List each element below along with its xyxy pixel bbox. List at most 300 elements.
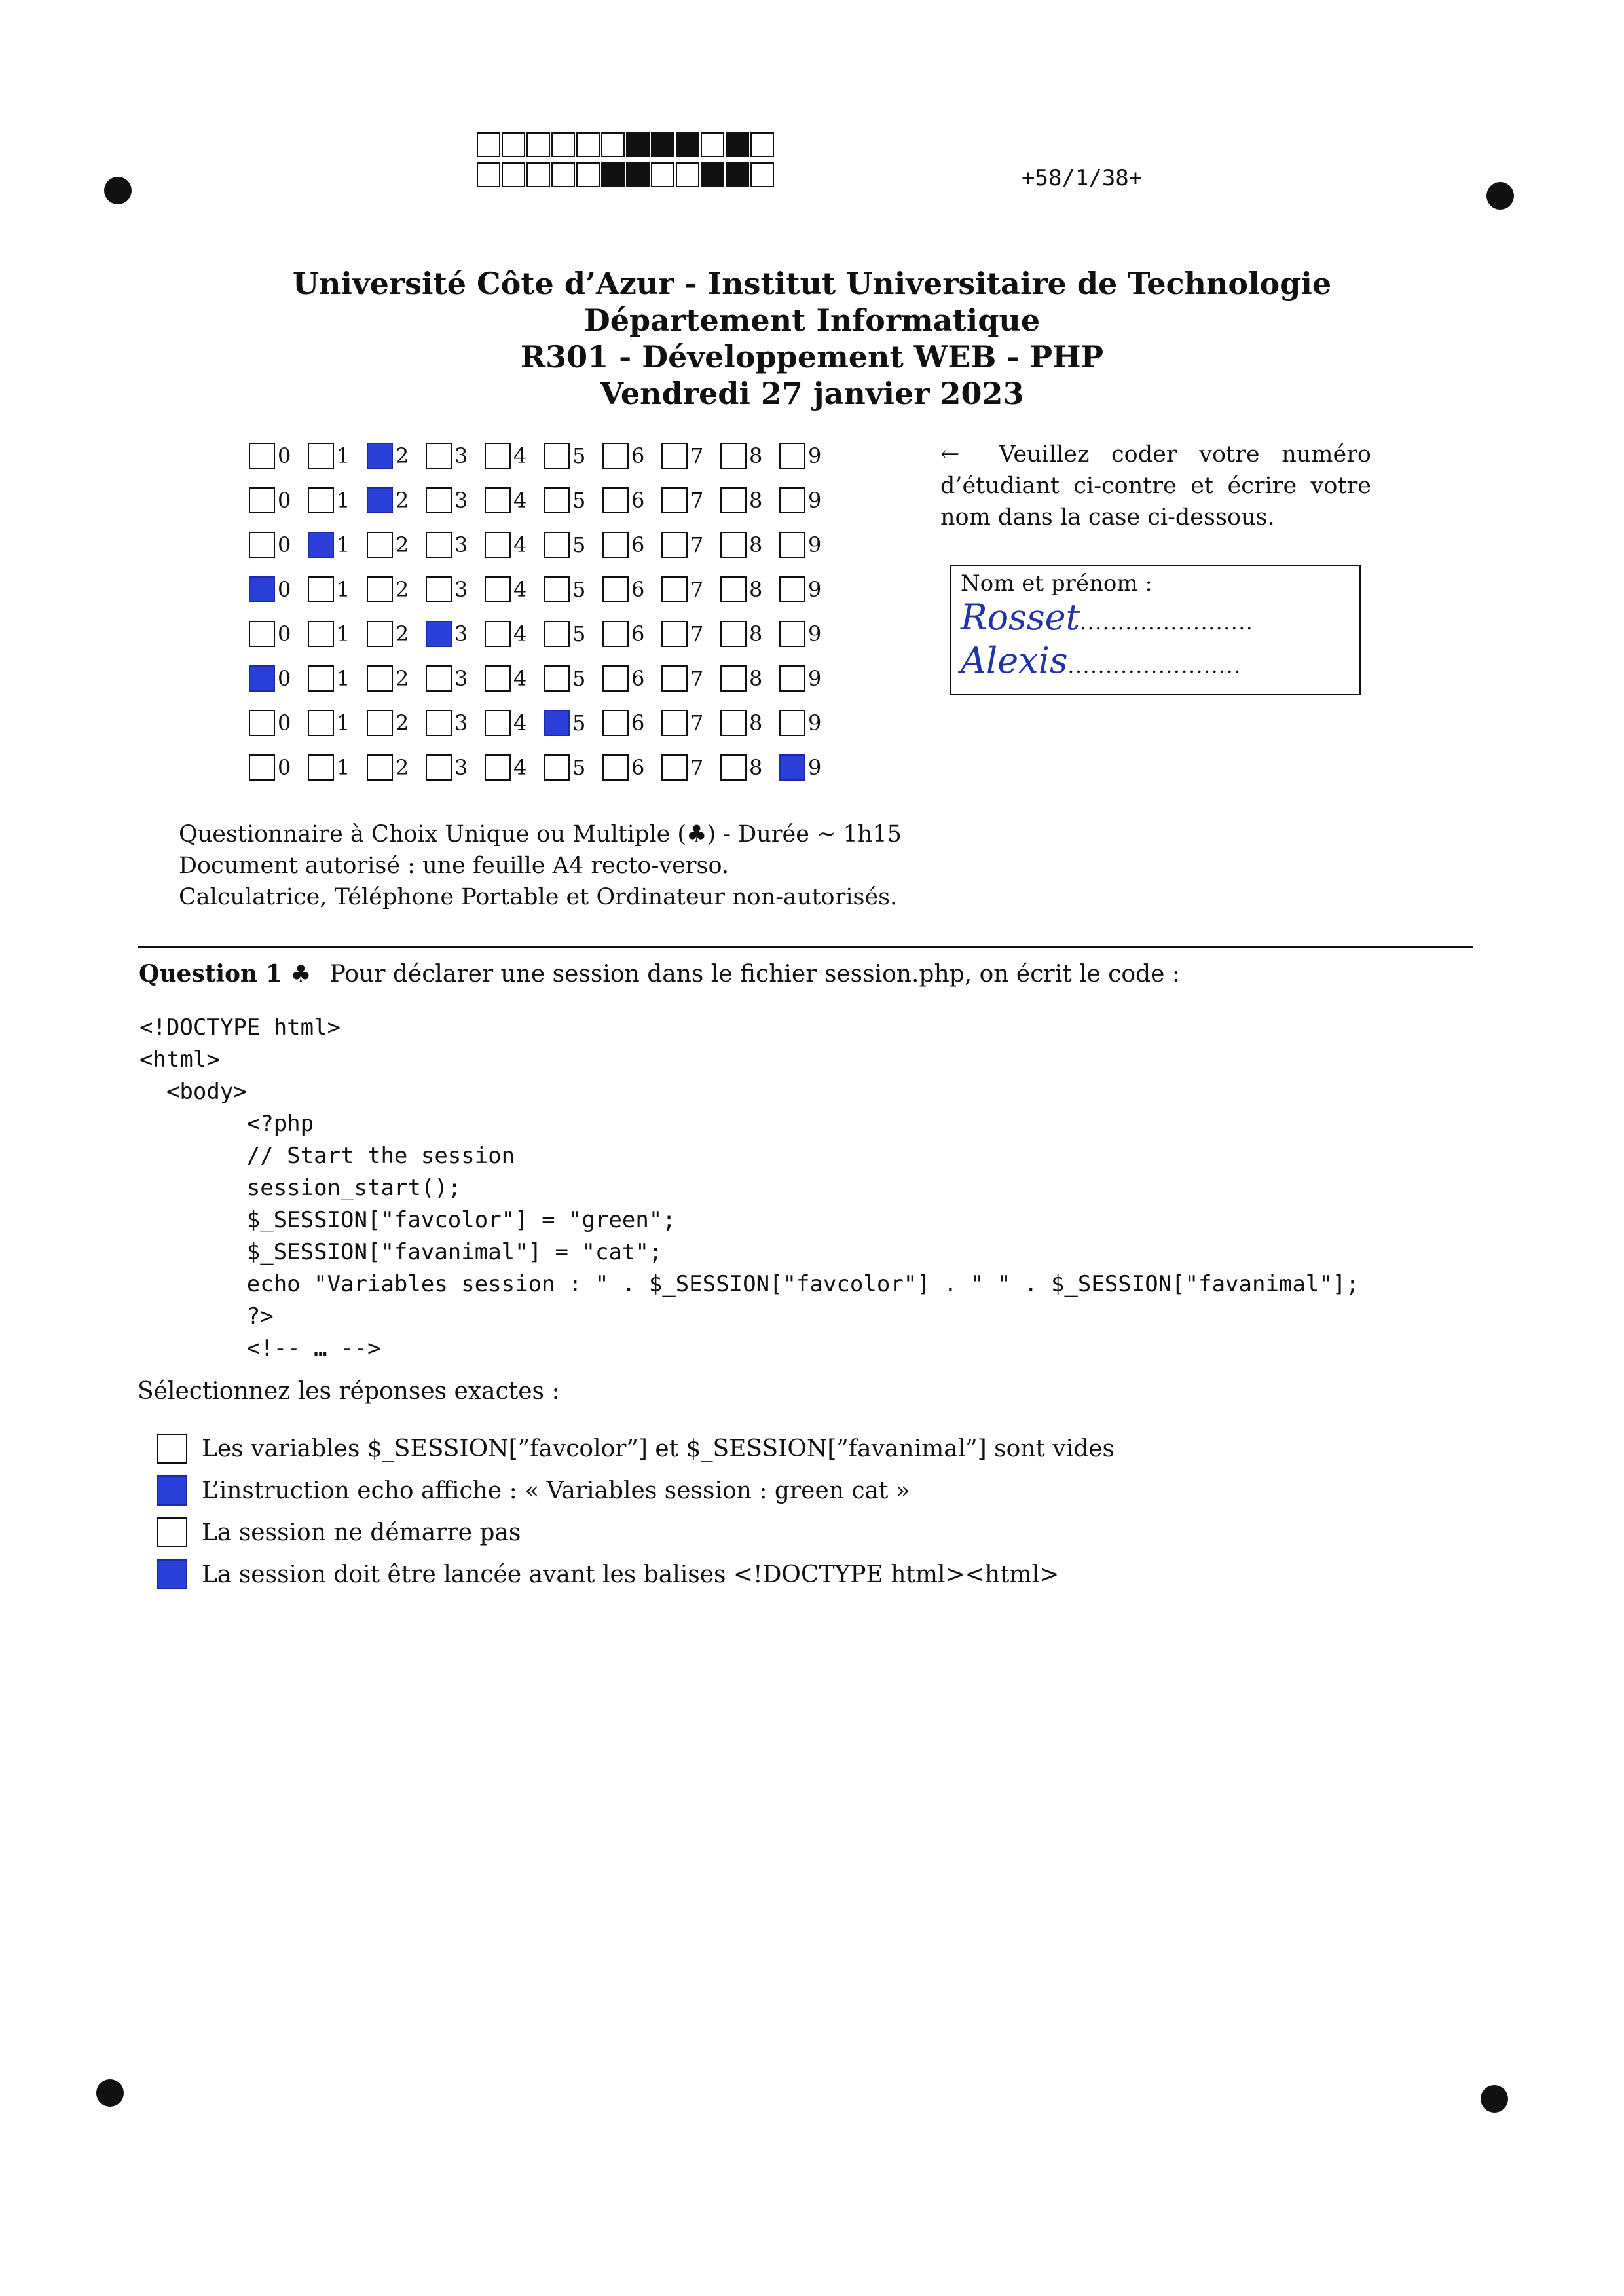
digit-option: [720, 443, 779, 469]
digit-checkbox[interactable]: [249, 487, 275, 513]
digit-checkbox[interactable]: [779, 487, 805, 513]
digit-checkbox[interactable]: [602, 754, 629, 781]
digit-option: [602, 621, 661, 647]
digit-checkbox[interactable]: [308, 754, 334, 781]
digit-label: 4: [513, 532, 527, 557]
student-number-row: [249, 656, 838, 701]
barcode-cell: [701, 132, 724, 157]
digit-checkbox[interactable]: [661, 576, 688, 602]
barcode-cell: [477, 132, 500, 157]
digit-checkbox[interactable]: [367, 710, 393, 736]
digit-option: [544, 754, 602, 781]
digit-option: [249, 532, 308, 558]
digit-option: [661, 443, 720, 469]
barcode-cell: [601, 132, 625, 157]
digit-checkbox[interactable]: [308, 665, 334, 692]
digit-option: [720, 576, 779, 602]
barcode-cell: [750, 132, 774, 157]
digit-checkbox[interactable]: [602, 621, 629, 647]
barcode-cell: [502, 162, 525, 187]
answer-text: L’instruction echo affiche : « Variables session : green cat »: [202, 1477, 910, 1504]
digit-label: 9: [808, 532, 822, 557]
digit-option: [426, 443, 485, 469]
digit-label: 7: [690, 666, 704, 691]
code-line: session_start();: [139, 1175, 462, 1201]
digit-label: 0: [278, 577, 291, 602]
digit-label: 9: [808, 443, 822, 468]
handwritten-first-name: Alexis.......................: [961, 640, 1242, 681]
digit-label: 5: [572, 621, 586, 646]
barcode-cell: [750, 162, 774, 187]
digit-checkbox[interactable]: [367, 621, 393, 647]
digit-option: [485, 621, 544, 647]
barcode-cell: [676, 132, 699, 157]
digit-checkbox[interactable]: [426, 487, 452, 513]
rules-line-documents: Document autorisé : une feuille A4 recto-verso.: [179, 853, 729, 879]
digit-checkbox[interactable]: [485, 532, 511, 558]
digit-checkbox[interactable]: [602, 665, 629, 692]
digit-checkbox[interactable]: [779, 665, 805, 692]
code-line: echo "Variables session : " . $_SESSION["favcolor"] . " " . $_SESSION["favanimal"];: [139, 1271, 1359, 1297]
digit-checkbox[interactable]: [544, 754, 570, 781]
digit-label: 1: [337, 532, 350, 557]
digit-checkbox[interactable]: [661, 532, 688, 558]
digit-checkbox[interactable]: [426, 576, 452, 602]
digit-checkbox[interactable]: [544, 576, 570, 602]
digit-option: [779, 443, 838, 469]
digit-checkbox[interactable]: [249, 532, 275, 558]
digit-label: 7: [690, 577, 704, 602]
digit-label: 3: [454, 488, 468, 513]
code-line: <html>: [139, 1046, 220, 1073]
student-number-grid: [249, 434, 838, 790]
digit-label: 6: [631, 711, 645, 735]
digit-checkbox[interactable]: [485, 754, 511, 781]
digit-label: 8: [749, 577, 763, 602]
digit-label: 7: [690, 488, 704, 513]
digit-checkbox-filled[interactable]: [367, 443, 393, 469]
digit-label: 5: [572, 755, 586, 780]
digit-label: 9: [808, 755, 822, 780]
answer-option[interactable]: [157, 1428, 1115, 1470]
digit-checkbox[interactable]: [661, 621, 688, 647]
digit-option: [544, 443, 602, 469]
digit-label: 4: [513, 755, 527, 780]
digit-option: [602, 443, 661, 469]
digit-label: 7: [690, 755, 704, 780]
digit-checkbox[interactable]: [779, 443, 805, 469]
digit-label: 7: [690, 621, 704, 646]
registration-mark-top-left: [104, 177, 132, 204]
digit-label: 8: [749, 666, 763, 691]
digit-label: 7: [690, 711, 704, 735]
digit-option: [308, 621, 367, 647]
digit-checkbox[interactable]: [720, 487, 747, 513]
digit-checkbox[interactable]: [661, 665, 688, 692]
digit-label: 0: [278, 621, 291, 646]
digit-option: [602, 710, 661, 736]
digit-checkbox[interactable]: [661, 487, 688, 513]
digit-label: 5: [572, 488, 586, 513]
answer-checkbox-checked[interactable]: [157, 1475, 187, 1506]
digit-checkbox[interactable]: [426, 443, 452, 469]
digit-option: [661, 621, 720, 647]
barcode-cell: [726, 132, 749, 157]
digit-label: 2: [396, 621, 409, 646]
student-number-row: [249, 567, 838, 612]
digit-label: 9: [808, 577, 822, 602]
digit-checkbox[interactable]: [249, 443, 275, 469]
digit-option: [426, 665, 485, 692]
digit-checkbox[interactable]: [720, 576, 747, 602]
code-line: <!DOCTYPE html>: [139, 1014, 341, 1041]
digit-option: [249, 665, 308, 692]
registration-mark-top-right: [1486, 182, 1514, 210]
digit-option: [426, 754, 485, 781]
digit-option: [367, 710, 426, 736]
digit-label: 2: [396, 532, 409, 557]
digit-option: [720, 710, 779, 736]
digit-label: 4: [513, 577, 527, 602]
digit-checkbox[interactable]: [720, 621, 747, 647]
digit-checkbox[interactable]: [720, 665, 747, 692]
digit-label: 5: [572, 443, 586, 468]
digit-option: [367, 443, 426, 469]
digit-label: 5: [572, 666, 586, 691]
digit-checkbox-filled[interactable]: [426, 621, 452, 647]
digit-label: 8: [749, 532, 763, 557]
barcode-cell: [676, 162, 699, 187]
digit-checkbox[interactable]: [308, 487, 334, 513]
code-line: ?>: [139, 1303, 274, 1329]
digit-label: 8: [749, 755, 763, 780]
rules-line-devices: Calculatrice, Téléphone Portable et Ordinateur non-autorisés.: [179, 884, 898, 910]
digit-option: [249, 621, 308, 647]
digit-label: 7: [690, 443, 704, 468]
digit-option: [544, 621, 602, 647]
digit-option: [661, 576, 720, 602]
digit-option: [661, 532, 720, 558]
digit-label: 4: [513, 488, 527, 513]
digit-option: [779, 576, 838, 602]
digit-checkbox[interactable]: [249, 754, 275, 781]
header-course: R301 - Développement WEB - PHP: [520, 339, 1104, 375]
digit-checkbox[interactable]: [544, 443, 570, 469]
digit-option: [367, 576, 426, 602]
digit-label: 7: [690, 532, 704, 557]
digit-label: 2: [396, 711, 409, 735]
digit-checkbox-filled[interactable]: [249, 576, 275, 602]
digit-option: [308, 710, 367, 736]
student-number-row: [249, 701, 838, 745]
digit-option: [367, 487, 426, 513]
answer-checkbox[interactable]: [157, 1517, 187, 1547]
question-number: Question 1 ♣: [139, 960, 312, 988]
digit-checkbox[interactable]: [779, 532, 805, 558]
answer-checkbox[interactable]: [157, 1434, 187, 1464]
digit-label: 8: [749, 443, 763, 468]
digit-label: 6: [631, 443, 645, 468]
digit-checkbox[interactable]: [485, 621, 511, 647]
answer-option[interactable]: [157, 1553, 1115, 1595]
digit-option: [602, 487, 661, 513]
digit-option: [485, 532, 544, 558]
digit-label: 1: [337, 666, 350, 691]
digit-label: 9: [808, 666, 822, 691]
digit-option: [661, 754, 720, 781]
digit-option: [544, 576, 602, 602]
digit-option: [308, 576, 367, 602]
digit-option: [308, 532, 367, 558]
digit-label: 1: [337, 755, 350, 780]
digit-label: 9: [808, 488, 822, 513]
digit-label: 0: [278, 532, 291, 557]
barcode-row-1: [477, 132, 775, 158]
digit-option: [720, 754, 779, 781]
digit-label: 3: [454, 577, 468, 602]
digit-checkbox[interactable]: [426, 710, 452, 736]
digit-option: [249, 754, 308, 781]
digit-option: [602, 665, 661, 692]
digit-option: [367, 754, 426, 781]
name-box-label: Nom et prénom :: [961, 570, 1153, 597]
digit-label: 3: [454, 621, 468, 646]
digit-label: 1: [337, 488, 350, 513]
barcode-cell: [626, 162, 650, 187]
digit-option: [720, 487, 779, 513]
barcode-cell: [726, 162, 749, 187]
code-line: $_SESSION["favcolor"] = "green";: [139, 1207, 676, 1233]
digit-label: 4: [513, 443, 527, 468]
digit-option: [249, 443, 308, 469]
digit-label: 2: [396, 666, 409, 691]
digit-checkbox-filled[interactable]: [779, 754, 805, 781]
digit-checkbox[interactable]: [426, 665, 452, 692]
student-number-row: [249, 523, 838, 567]
digit-option: [249, 487, 308, 513]
digit-checkbox[interactable]: [485, 487, 511, 513]
digit-label: 4: [513, 666, 527, 691]
select-label: Sélectionnez les réponses exactes :: [138, 1378, 560, 1405]
barcode-cell: [651, 162, 674, 187]
registration-mark-bottom-left: [96, 2079, 124, 2107]
digit-label: 9: [808, 621, 822, 646]
barcode-cell: [477, 162, 500, 187]
answer-option[interactable]: [157, 1470, 1115, 1511]
digit-checkbox[interactable]: [544, 665, 570, 692]
digit-option: [485, 487, 544, 513]
digit-option: [249, 710, 308, 736]
digit-option: [544, 665, 602, 692]
digit-checkbox[interactable]: [426, 754, 452, 781]
digit-label: 6: [631, 666, 645, 691]
digit-checkbox[interactable]: [720, 754, 747, 781]
digit-checkbox[interactable]: [367, 754, 393, 781]
digit-option: [720, 621, 779, 647]
barcode-cell: [526, 132, 550, 157]
digit-label: 0: [278, 711, 291, 735]
barcode-cell: [526, 162, 550, 187]
digit-option: [779, 754, 838, 781]
digit-checkbox[interactable]: [544, 487, 570, 513]
answer-checkbox-checked[interactable]: [157, 1559, 187, 1589]
digit-label: 4: [513, 621, 527, 646]
exam-header: [0, 265, 1624, 412]
student-number-row: [249, 612, 838, 656]
digit-checkbox[interactable]: [779, 710, 805, 736]
digit-label: 4: [513, 711, 527, 735]
digit-label: 3: [454, 443, 468, 468]
barcode-cell: [701, 162, 724, 187]
digit-label: 3: [454, 711, 468, 735]
digit-checkbox[interactable]: [485, 443, 511, 469]
digit-checkbox[interactable]: [544, 621, 570, 647]
digit-option: [485, 754, 544, 781]
digit-checkbox[interactable]: [602, 576, 629, 602]
digit-option: [426, 576, 485, 602]
digit-option: [485, 576, 544, 602]
divider: [138, 946, 1473, 948]
barcode-cell: [576, 132, 600, 157]
digit-label: 8: [749, 488, 763, 513]
digit-label: 6: [631, 577, 645, 602]
code-line: $_SESSION["favanimal"] = "cat";: [139, 1239, 663, 1265]
digit-checkbox[interactable]: [602, 710, 629, 736]
student-number-row: [249, 745, 838, 790]
code-line: // Start the session: [139, 1143, 515, 1169]
digit-option: [485, 665, 544, 692]
digit-label: 5: [572, 711, 586, 735]
header-department: Département Informatique: [583, 303, 1041, 338]
digit-checkbox[interactable]: [661, 710, 688, 736]
digit-checkbox[interactable]: [720, 532, 747, 558]
barcode-cell: [601, 162, 625, 187]
digit-checkbox-filled[interactable]: [308, 532, 334, 558]
digit-option: [485, 443, 544, 469]
digit-label: 0: [278, 666, 291, 691]
digit-option: [720, 532, 779, 558]
digit-label: 5: [572, 532, 586, 557]
digit-label: 1: [337, 711, 350, 735]
digit-option: [308, 665, 367, 692]
digit-checkbox[interactable]: [544, 532, 570, 558]
digit-checkbox[interactable]: [485, 576, 511, 602]
digit-checkbox-filled[interactable]: [367, 487, 393, 513]
name-box[interactable]: [950, 565, 1361, 695]
digit-label: 1: [337, 443, 350, 468]
digit-label: 6: [631, 532, 645, 557]
exam-id: +58/1/38+: [1022, 165, 1143, 191]
digit-checkbox[interactable]: [485, 710, 511, 736]
barcode-cell: [576, 162, 600, 187]
digit-option: [779, 487, 838, 513]
digit-checkbox[interactable]: [308, 710, 334, 736]
digit-checkbox-filled[interactable]: [544, 710, 570, 736]
digit-checkbox[interactable]: [485, 665, 511, 692]
code-block: [139, 1012, 1359, 1365]
digit-option: [426, 621, 485, 647]
answer-text: La session doit être lancée avant les balises <!DOCTYPE html><html>: [202, 1561, 1060, 1588]
digit-checkbox[interactable]: [367, 665, 393, 692]
digit-checkbox[interactable]: [426, 532, 452, 558]
exam-rules: [179, 819, 902, 913]
digit-option: [661, 710, 720, 736]
digit-checkbox[interactable]: [602, 487, 629, 513]
digit-label: 0: [278, 755, 291, 780]
digit-checkbox[interactable]: [249, 710, 275, 736]
digit-option: [602, 576, 661, 602]
digit-option: [779, 532, 838, 558]
barcode-cell: [626, 132, 650, 157]
digit-option: [485, 710, 544, 736]
barcode-row-2: [477, 162, 775, 189]
digit-checkbox[interactable]: [249, 621, 275, 647]
digit-label: 2: [396, 755, 409, 780]
digit-option: [661, 487, 720, 513]
student-number-row: [249, 478, 838, 523]
digit-option: [544, 487, 602, 513]
digit-checkbox[interactable]: [661, 754, 688, 781]
handwritten-last-name: Rosset.......................: [961, 597, 1254, 638]
digit-label: 3: [454, 755, 468, 780]
digit-label: 5: [572, 577, 586, 602]
digit-label: 6: [631, 621, 645, 646]
code-line: <body>: [139, 1079, 247, 1105]
digit-checkbox[interactable]: [367, 576, 393, 602]
digit-option: [544, 532, 602, 558]
digit-option: [426, 532, 485, 558]
digit-label: 8: [749, 621, 763, 646]
registration-mark-bottom-right: [1481, 2085, 1508, 2113]
barcode-cell: [502, 132, 525, 157]
digit-label: 2: [396, 577, 409, 602]
digit-checkbox[interactable]: [602, 532, 629, 558]
digit-label: 0: [278, 488, 291, 513]
question-text: Pour déclarer une session dans le fichier session.php, on écrit le code :: [329, 961, 1181, 988]
digit-checkbox[interactable]: [367, 532, 393, 558]
digit-checkbox[interactable]: [779, 621, 805, 647]
digit-label: 6: [631, 755, 645, 780]
answer-option[interactable]: [157, 1511, 1115, 1553]
digit-checkbox[interactable]: [779, 576, 805, 602]
digit-option: [661, 665, 720, 692]
rules-line-format: Questionnaire à Choix Unique ou Multiple (♣) - Durée ∼ 1h15: [179, 821, 902, 847]
digit-option: [426, 487, 485, 513]
digit-option: [720, 665, 779, 692]
digit-label: 3: [454, 666, 468, 691]
digit-checkbox[interactable]: [308, 576, 334, 602]
arrow-left-icon: ←: [940, 441, 960, 468]
digit-option: [308, 487, 367, 513]
digit-checkbox[interactable]: [720, 710, 747, 736]
digit-checkbox[interactable]: [308, 621, 334, 647]
digit-option: [426, 710, 485, 736]
header-university: Université Côte d’Azur - Institut Universitaire de Technologie: [292, 266, 1332, 301]
digit-checkbox-filled[interactable]: [249, 665, 275, 692]
digit-checkbox[interactable]: [602, 443, 629, 469]
digit-checkbox[interactable]: [308, 443, 334, 469]
header-date: Vendredi 27 janvier 2023: [600, 376, 1024, 411]
digit-option: [544, 710, 602, 736]
code-line: <?php: [139, 1111, 314, 1137]
digit-checkbox[interactable]: [661, 443, 688, 469]
digit-label: 3: [454, 532, 468, 557]
digit-option: [602, 754, 661, 781]
digit-label: 2: [396, 443, 409, 468]
digit-checkbox[interactable]: [720, 443, 747, 469]
digit-option: [367, 621, 426, 647]
digit-label: 0: [278, 443, 291, 468]
